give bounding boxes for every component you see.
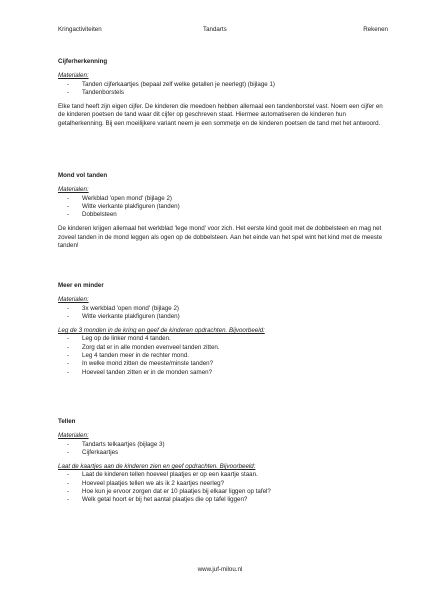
list-item: - Tanden cijferkaartjes (bepaal zelf welke getallen je neerlegt) (bijlage 1) <box>58 81 388 89</box>
list-item: - Cijferkaartjes <box>58 449 388 457</box>
list-item: - Werkblad 'open mond' (bijlage 2) <box>58 195 388 203</box>
section-paragraph: Elke tand heeft zijn eigen cijfer. De kinderen die meedoen hebben allemaal een tandenborstel vast. Noem een cijfer en de kinderen poetsen de tand waar dit cijfer op geschreven staat. Hiermee automatiseren de kinderen hun getalherkenning. Bij een moeilijkere variant neem je een sommetje en de kinderen poetsen de tand met het antwoord. <box>58 103 383 127</box>
list-item: - Welk getal hoort er bij het aantal plaatjes die op tafel liggen? <box>58 496 388 504</box>
list-item: - Witte vierkante plakfiguren (tanden) <box>58 313 388 321</box>
section-instruction: Leg de 3 monden in de kring en geef de kinderen opdrachten. Bijvoorbeeld: <box>58 327 265 335</box>
section-title: Cijferherkenning <box>58 58 108 65</box>
section-meer-en-minder <box>58 282 388 377</box>
section-title: Mond vol tanden <box>58 172 108 179</box>
section-mond-vol-tanden <box>58 172 388 250</box>
list-item: - 3x werkblad 'open mond' (bijlage 2) <box>58 305 388 313</box>
section-title: Tellen <box>58 418 76 425</box>
section-tellen <box>58 418 388 505</box>
materials-label: Materialen: <box>58 296 89 304</box>
footer-url: www.juf-milou.nl <box>197 566 243 573</box>
task-list <box>58 335 388 376</box>
materials-list <box>58 305 388 322</box>
list-item: - Hoe kun je ervoor zorgen dat er 10 plaatjes bij elkaar liggen op tafel? <box>58 488 388 496</box>
list-item: - Hoeveel plaatjes tellen we als ik 2 kaartjes neerleg? <box>58 480 388 488</box>
list-item: - Laat de kinderen tellen hoeveel plaatjes er op een kaartje staan. <box>58 471 388 479</box>
list-item: - Dobbelsteen <box>58 211 388 219</box>
header-subject: Kringactiviteiten <box>58 26 102 33</box>
list-item: - Zorg dat er in alle monden evenveel tanden zitten. <box>58 344 388 352</box>
list-item: - Hoeveel tanden zitten er in de monden samen? <box>58 369 388 377</box>
materials-list <box>58 81 388 98</box>
task-list <box>58 471 388 504</box>
list-item: - Leg 4 tanden meer in de rechter mond. <box>58 352 388 360</box>
list-item: - Leg op de linker mond 4 tanden. <box>58 335 388 343</box>
materials-label: Materialen: <box>58 186 89 194</box>
materials-label: Materialen: <box>58 72 89 80</box>
header-theme: Tandarts <box>203 26 227 33</box>
list-item: - In welke mond zitten de meeste/minste tanden? <box>58 360 388 368</box>
section-instruction: Laat de kaartjes aan de kinderen zien en geef opdrachten. Bijvoorbeeld: <box>58 463 256 471</box>
materials-list <box>58 195 388 220</box>
materials-list <box>58 441 388 458</box>
section-title: Meer en minder <box>58 282 104 289</box>
list-item: - Witte vierkante plakfiguren (tanden) <box>58 203 388 211</box>
section-paragraph: De kinderen krijgen allemaal het werkblad 'lege mond' voor zich. Het eerste kind gooit met de dobbelsteen en mag net zoveel tanden in de mond leggen als ogen op de dobbelsteen. Aan het einde van het spel wint het kind met de meeste tanden! <box>58 225 383 250</box>
materials-label: Materialen: <box>58 432 89 440</box>
page-header <box>58 26 388 36</box>
list-item: - Tandarts telkaartjes (bijlage 3) <box>58 441 388 449</box>
section-cijferherkenning <box>58 58 388 128</box>
header-category: Rekenen <box>363 26 388 33</box>
list-item: - Tandenborstels <box>58 89 388 97</box>
